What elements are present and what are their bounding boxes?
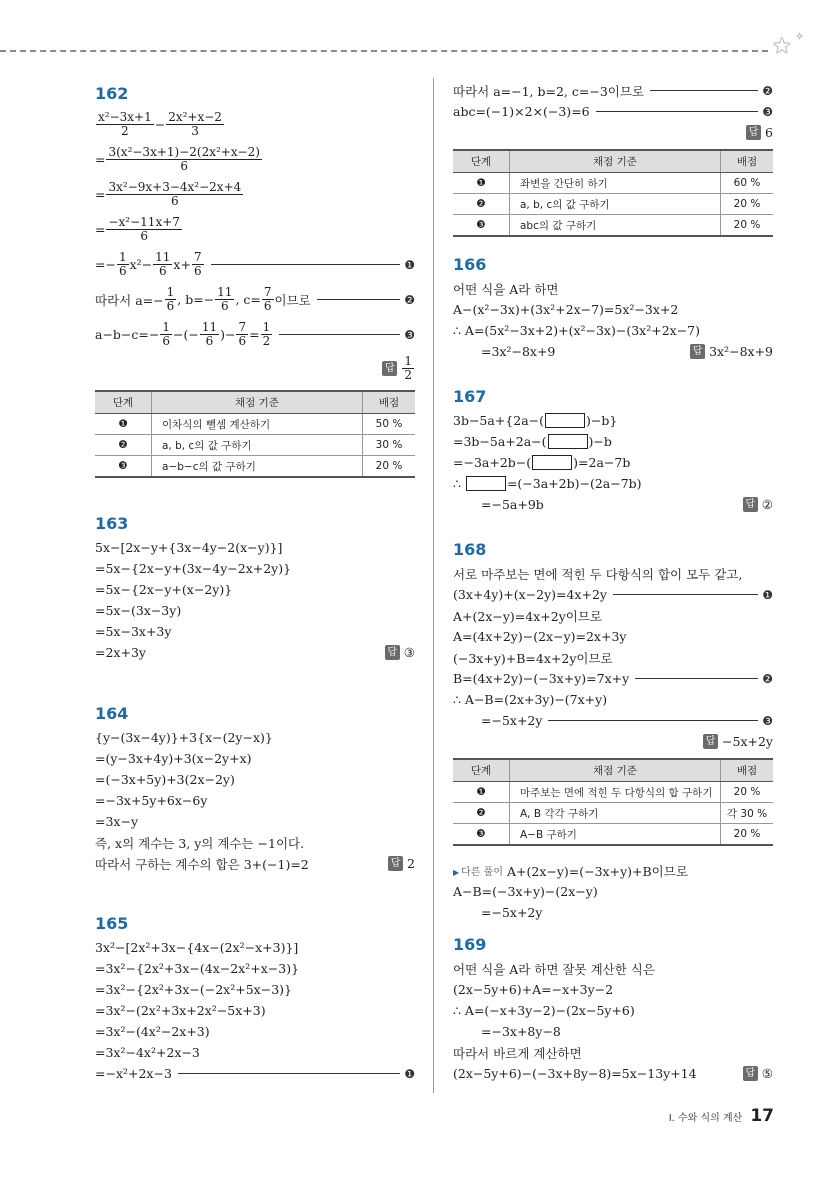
table-cell: a, b, c의 값 구하기 — [510, 194, 721, 215]
answer-line — [453, 122, 773, 143]
table-cell: ❸ — [453, 215, 510, 237]
math-text: =−3x+8y−8 — [481, 1024, 561, 1039]
table-row — [95, 414, 415, 435]
solution-line — [453, 958, 773, 979]
answer-badge: 답 — [385, 645, 400, 660]
table-cell: ❷ — [453, 194, 510, 215]
table-cell: A−B 구하기 — [510, 824, 721, 846]
numerator: 7 — [238, 320, 247, 334]
denominator: 6 — [171, 194, 179, 208]
math-text: 따라서 바르게 계산하면 — [453, 1045, 582, 1061]
solution-line — [95, 769, 415, 790]
solution-line — [453, 881, 773, 902]
solution-line — [453, 584, 773, 605]
math-text: ∴ — [453, 476, 465, 491]
answer — [385, 645, 415, 660]
leader-line — [178, 1073, 400, 1074]
numerator: 11 — [217, 285, 233, 299]
table-cell: 50 % — [363, 414, 416, 435]
math-text: =(−3a+2b)−(2a−7b) — [506, 476, 642, 491]
table-cell: ❷ — [453, 803, 510, 824]
fraction — [236, 321, 248, 348]
answer — [690, 344, 773, 359]
numerator: 1 — [118, 250, 127, 264]
blank-box — [548, 434, 588, 449]
solution-line — [453, 1063, 773, 1084]
leader-line — [317, 299, 401, 300]
table-row — [453, 803, 773, 824]
fraction — [96, 111, 154, 138]
table-header: 채점 기준 — [510, 759, 721, 782]
denominator: 6 — [220, 299, 229, 313]
fraction — [166, 111, 224, 138]
math-text: ∴ A=(−x+3y−2)−(2x−5y+6) — [453, 1003, 635, 1018]
math-text: =3b−5a+2a−( — [453, 434, 547, 449]
table-cell: 이차식의 뺄셈 계산하기 — [152, 414, 363, 435]
math-text: = — [249, 327, 260, 342]
denominator: 2 — [404, 367, 412, 382]
table-row — [453, 215, 773, 237]
math-text: =3x²−4x²+2x−3 — [95, 1045, 200, 1060]
math-text: =− — [95, 257, 116, 272]
solution-line — [453, 860, 773, 881]
problem-162 — [95, 83, 415, 478]
numerator: −x²−11x+7 — [108, 215, 180, 229]
step-marker: ❷ — [762, 671, 773, 686]
math-text: = — [95, 222, 106, 237]
solution-line — [95, 177, 415, 212]
problem-167 — [453, 386, 773, 515]
leader-line — [548, 720, 758, 721]
grading-table — [453, 758, 773, 846]
problem-165b — [453, 80, 773, 237]
table-cell: A, B 각각 구하기 — [510, 803, 721, 824]
math-text: =3x²−{2x²+3x−(4x−2x²+x−3)} — [95, 961, 300, 976]
solution-line — [453, 626, 773, 647]
math-text: 따라서 a=− — [95, 292, 164, 308]
table-cell: a, b, c의 값 구하기 — [152, 435, 363, 456]
math-text: , c= — [235, 292, 261, 307]
numerator: 3x²−9x+3−4x²−2x+4 — [108, 180, 242, 194]
step-marker: ❸ — [762, 713, 773, 728]
solution-line — [95, 811, 415, 832]
solution-line — [95, 790, 415, 811]
math-text: =3x²−8x+9 — [481, 344, 556, 359]
math-text: A=(4x+2y)−(2x−y)=2x+3y — [453, 629, 627, 644]
math-text: =−5a+9b — [481, 497, 544, 512]
math-text: A−B=(−3x+y)−(2x−y) — [453, 884, 598, 899]
solution-line — [95, 1000, 415, 1021]
answer-badge: 답 — [382, 361, 397, 376]
grading-table — [453, 149, 773, 237]
solution-line — [95, 558, 415, 579]
table-header: 채점 기준 — [510, 150, 721, 173]
step-marker: ❸ — [404, 327, 415, 342]
table-row — [453, 194, 773, 215]
page-number: 17 — [750, 1106, 774, 1126]
math-text: 3x²−[2x²+3x−{4x−(2x²−x+3)}] — [95, 940, 299, 955]
numerator: 11 — [201, 320, 218, 334]
table-cell: ❸ — [453, 824, 510, 846]
step-marker: ❷ — [404, 292, 415, 307]
denominator: 6 — [140, 229, 149, 243]
table-cell: ❷ — [95, 435, 152, 456]
answer — [743, 497, 773, 512]
table-header: 채점 기준 — [152, 391, 363, 414]
math-text: =3x²−(4x²−2x+3) — [95, 1024, 210, 1039]
problem-169 — [453, 934, 773, 1084]
problem-number: 165 — [95, 914, 129, 933]
table-cell: 마주보는 면에 적힌 두 다항식의 합 구하기 — [510, 782, 721, 803]
fraction — [117, 251, 129, 278]
solution-line — [453, 902, 773, 923]
table-cell: abc의 값 구하기 — [510, 215, 721, 237]
math-text: =2x+3y — [95, 645, 146, 660]
math-text: −5x+2y — [722, 734, 773, 749]
solution-line — [95, 1021, 415, 1042]
table-cell: 20 % — [363, 456, 416, 478]
solution-line — [453, 80, 773, 101]
denominator: 6 — [158, 264, 167, 278]
math-text: 즉, x의 계수는 3, y의 계수는 −1이다. — [95, 835, 305, 851]
fraction — [153, 251, 172, 278]
math-text: − — [154, 117, 166, 132]
math-text: =5x−{2x−y+(x−2y)} — [95, 582, 233, 597]
step-marker: ❶ — [404, 1066, 415, 1081]
numerator: 7 — [193, 250, 202, 264]
answer — [703, 734, 773, 749]
answer — [746, 125, 773, 140]
fraction — [165, 286, 177, 313]
header-dashed-rule — [0, 50, 768, 52]
step-marker: ❷ — [762, 83, 773, 98]
solution-line — [95, 958, 415, 979]
math-text: {y−(3x−4y)}+3{x−(2y−x)} — [95, 730, 273, 745]
solution-line — [95, 247, 415, 282]
alternative-solution — [453, 860, 773, 923]
numerator: 7 — [263, 285, 272, 299]
math-text: 3b−5a+{2a−( — [453, 413, 545, 428]
sparkle-icon: ✧ — [795, 30, 805, 43]
answer-line — [453, 731, 773, 752]
problem-168 — [453, 539, 773, 923]
table-cell: ❶ — [453, 782, 510, 803]
page-footer — [669, 1106, 774, 1126]
math-text: ② — [761, 497, 773, 512]
denominator: 3 — [191, 124, 199, 138]
math-text: A+(2x−y)=(−3x+y)+B이므로 — [506, 863, 688, 879]
table-cell: 20 % — [721, 215, 774, 237]
math-text: 어떤 식을 A라 하면 잘못 계산한 식은 — [453, 961, 655, 977]
math-text: = — [95, 152, 106, 167]
solution-line — [95, 600, 415, 621]
solution-line — [453, 689, 773, 710]
fraction — [106, 146, 262, 173]
leader-line — [635, 678, 758, 679]
table-row — [95, 456, 415, 478]
math-text: 3x²−8x+9 — [709, 344, 773, 359]
numerator: 1 — [162, 320, 170, 334]
math-text: 6 — [765, 125, 773, 140]
fraction — [106, 216, 181, 243]
solution-line — [95, 212, 415, 247]
math-text: =5x−3x+3y — [95, 624, 172, 639]
math-text: 5x−[2x−y+{3x−4y−2(x−y)}] — [95, 540, 283, 555]
table-cell: 60 % — [721, 173, 774, 194]
numerator: x²−3x+1 — [98, 110, 152, 124]
solution-line — [95, 979, 415, 1000]
math-text: B=(4x+2y)−(−3x+y)=7x+y — [453, 671, 630, 686]
blank-box — [545, 413, 585, 428]
fraction — [402, 355, 414, 382]
table-cell: 20 % — [721, 782, 774, 803]
table-cell: a−b−c의 값 구하기 — [152, 456, 363, 478]
step-marker: ❶ — [404, 257, 415, 272]
table-header: 배점 — [721, 150, 774, 173]
math-text: 서로 마주보는 면에 적힌 두 다항식의 합이 모두 같고, — [453, 566, 743, 582]
solution-line — [453, 647, 773, 668]
table-header: 단계 — [453, 759, 510, 782]
math-text: ∴ A−B=(2x+3y)−(7x+y) — [453, 692, 608, 707]
answer-line — [95, 352, 415, 384]
answer — [382, 355, 415, 382]
problem-166 — [453, 254, 773, 362]
problem-number: 164 — [95, 704, 129, 723]
table-cell: 좌변을 간단히 하기 — [510, 173, 721, 194]
solution-line — [453, 278, 773, 299]
answer-badge: 답 — [388, 856, 403, 871]
denominator: 6 — [180, 159, 189, 173]
denominator: 6 — [162, 334, 170, 348]
denominator: 6 — [238, 334, 247, 348]
math-text: −(− — [173, 327, 199, 342]
solution-line — [95, 579, 415, 600]
math-text: =−3a+2b−( — [453, 455, 532, 470]
fraction — [160, 321, 172, 348]
math-text: ⑤ — [761, 1066, 773, 1081]
solution-line — [453, 341, 773, 362]
solution-line — [95, 142, 415, 177]
fraction — [261, 321, 273, 348]
solution-line — [453, 410, 773, 431]
table-row — [453, 173, 773, 194]
solution-line — [453, 473, 773, 494]
solution-line — [453, 1000, 773, 1021]
table-row — [453, 782, 773, 803]
math-text: =5x−{2x−y+(3x−4y−2x+2y)} — [95, 561, 292, 576]
answer-badge: 답 — [703, 734, 718, 749]
solution-line — [95, 727, 415, 748]
table-header: 단계 — [95, 391, 152, 414]
math-text: )−b} — [586, 413, 618, 428]
denominator: 6 — [263, 299, 272, 313]
math-text: =(−3x+5y)+3(2x−2y) — [95, 772, 235, 787]
math-text: A−(x²−3x)+(3x²+2x−7)=5x²−3x+2 — [453, 302, 679, 317]
denominator: 6 — [166, 299, 175, 313]
math-text: 2 — [407, 856, 415, 871]
fraction — [106, 181, 243, 208]
solution-line — [95, 853, 415, 874]
leader-line — [613, 594, 758, 595]
solution-line — [95, 282, 415, 317]
table-cell: 20 % — [721, 824, 774, 846]
math-text: (−3x+y)+B=4x+2y이므로 — [453, 650, 613, 666]
math-text: ③ — [403, 645, 415, 660]
solution-line — [453, 710, 773, 731]
solution-line — [95, 1042, 415, 1063]
denominator: 6 — [193, 264, 202, 278]
problem-164 — [95, 703, 415, 874]
math-text: a−b−c=− — [95, 327, 160, 342]
grading-table — [95, 390, 415, 478]
blank-box — [532, 455, 572, 470]
column-divider — [433, 78, 434, 1093]
star-icon: ★ — [772, 34, 792, 59]
leader-line — [211, 264, 401, 265]
numerator: 1 — [404, 353, 412, 368]
fraction — [262, 286, 274, 313]
math-text: 따라서 구하는 계수의 합은 3+(−1)=2 — [95, 856, 309, 872]
solution-line — [95, 1063, 415, 1084]
step-marker: ❶ — [762, 587, 773, 602]
solution-line — [95, 642, 415, 663]
numerator: 3(x²−3x+1)−2(2x²+x−2) — [108, 145, 260, 159]
leader-line — [279, 334, 400, 335]
problem-number: 163 — [95, 514, 129, 533]
table-header: 배점 — [721, 759, 774, 782]
table-header-row — [453, 759, 773, 782]
solution-line — [453, 320, 773, 341]
denominator: 6 — [205, 334, 214, 348]
table-cell: ❶ — [95, 414, 152, 435]
table-cell: 각 30 % — [721, 803, 774, 824]
solution-line — [453, 101, 773, 122]
math-text: A+(2x−y)=4x+2y이므로 — [453, 608, 602, 624]
problem-number: 169 — [453, 935, 487, 954]
table-cell: 30 % — [363, 435, 416, 456]
table-header: 배점 — [363, 391, 416, 414]
table-row — [95, 435, 415, 456]
solution-line — [453, 431, 773, 452]
chapter-title: Ⅰ. 수와 식의 계산 — [668, 1113, 743, 1124]
answer-badge: 답 — [743, 1066, 758, 1081]
math-text: )− — [220, 327, 236, 342]
math-text: x²− — [129, 257, 153, 272]
math-text: )−b — [588, 434, 612, 449]
math-text: (2x−5y+6)+A=−x+3y−2 — [453, 982, 614, 997]
math-text: 이므로 — [274, 292, 311, 308]
fraction — [215, 286, 234, 313]
answer — [743, 1066, 773, 1081]
table-header-row — [453, 150, 773, 173]
solution-line — [95, 537, 415, 558]
numerator: 1 — [166, 285, 175, 299]
fraction — [192, 251, 204, 278]
solution-line — [95, 107, 415, 142]
solution-line — [95, 621, 415, 642]
solution-line — [453, 668, 773, 689]
denominator: 6 — [118, 264, 127, 278]
math-text: 어떤 식을 A라 하면 — [453, 281, 559, 297]
solution-line — [95, 832, 415, 853]
denominator: 2 — [262, 334, 271, 348]
table-cell: 20 % — [721, 194, 774, 215]
problem-163 — [95, 513, 415, 663]
denominator: 2 — [121, 124, 129, 138]
problem-number: 166 — [453, 255, 487, 274]
math-text: =−5x+2y — [481, 905, 543, 920]
answer-badge: 답 — [746, 125, 761, 140]
table-cell: ❶ — [453, 173, 510, 194]
fraction — [200, 321, 219, 348]
solution-line — [453, 563, 773, 584]
solution-line — [453, 299, 773, 320]
math-text: =3x²−(2x²+3x+2x²−5x+3) — [95, 1003, 266, 1018]
math-text: =3x−y — [95, 814, 139, 829]
math-text: (2x−5y+6)−(−3x+8y−8)=5x−13y+14 — [453, 1066, 697, 1081]
answer-badge: 답 — [743, 497, 758, 512]
alt-solution-label: ▶ 다른 풀이 — [453, 863, 503, 878]
blank-box — [466, 476, 506, 491]
math-text: =−5x+2y — [481, 713, 543, 728]
solution-line — [453, 1021, 773, 1042]
math-text: =5x−(3x−3y) — [95, 603, 182, 618]
solution-line — [453, 1042, 773, 1063]
solution-line — [95, 317, 415, 352]
math-text: abc=(−1)×2×(−3)=6 — [453, 104, 590, 119]
solution-line — [453, 979, 773, 1000]
numerator: 11 — [155, 250, 171, 264]
problem-number: 168 — [453, 540, 487, 559]
numerator: 1 — [262, 320, 271, 334]
numerator: 2x²+x−2 — [168, 110, 222, 124]
table-row — [453, 824, 773, 846]
problem-165 — [95, 913, 415, 1084]
leader-line — [596, 111, 759, 112]
solution-line — [95, 937, 415, 958]
math-text: = — [95, 187, 106, 202]
math-text: =(y−3x+4y)+3(x−2y+x) — [95, 751, 252, 766]
problem-number: 167 — [453, 387, 487, 406]
math-text: =−3x+5y+6x−6y — [95, 793, 208, 808]
leader-line — [650, 90, 758, 91]
math-text: =3x²−{2x²+3x−(−2x²+5x−3)} — [95, 982, 292, 997]
table-cell: ❸ — [95, 456, 152, 478]
math-text: (3x+4y)+(x−2y)=4x+2y — [453, 587, 607, 602]
problem-number: 162 — [95, 84, 129, 103]
solution-line — [453, 494, 773, 515]
math-text: , b=− — [177, 292, 215, 307]
answer-badge: 답 — [690, 344, 705, 359]
math-text: 따라서 a=−1, b=2, c=−3이므로 — [453, 83, 644, 99]
math-text: =−x²+2x−3 — [95, 1066, 172, 1081]
math-text: )=2a−7b — [573, 455, 631, 470]
solution-line — [95, 748, 415, 769]
solution-line — [453, 452, 773, 473]
table-header-row — [95, 391, 415, 414]
math-text: x+ — [173, 257, 191, 272]
table-header: 단계 — [453, 150, 510, 173]
answer — [388, 856, 415, 871]
solution-line — [453, 605, 773, 626]
step-marker: ❸ — [762, 104, 773, 119]
math-text: ∴ A=(5x²−3x+2)+(x²−3x)−(3x²+2x−7) — [453, 323, 701, 338]
